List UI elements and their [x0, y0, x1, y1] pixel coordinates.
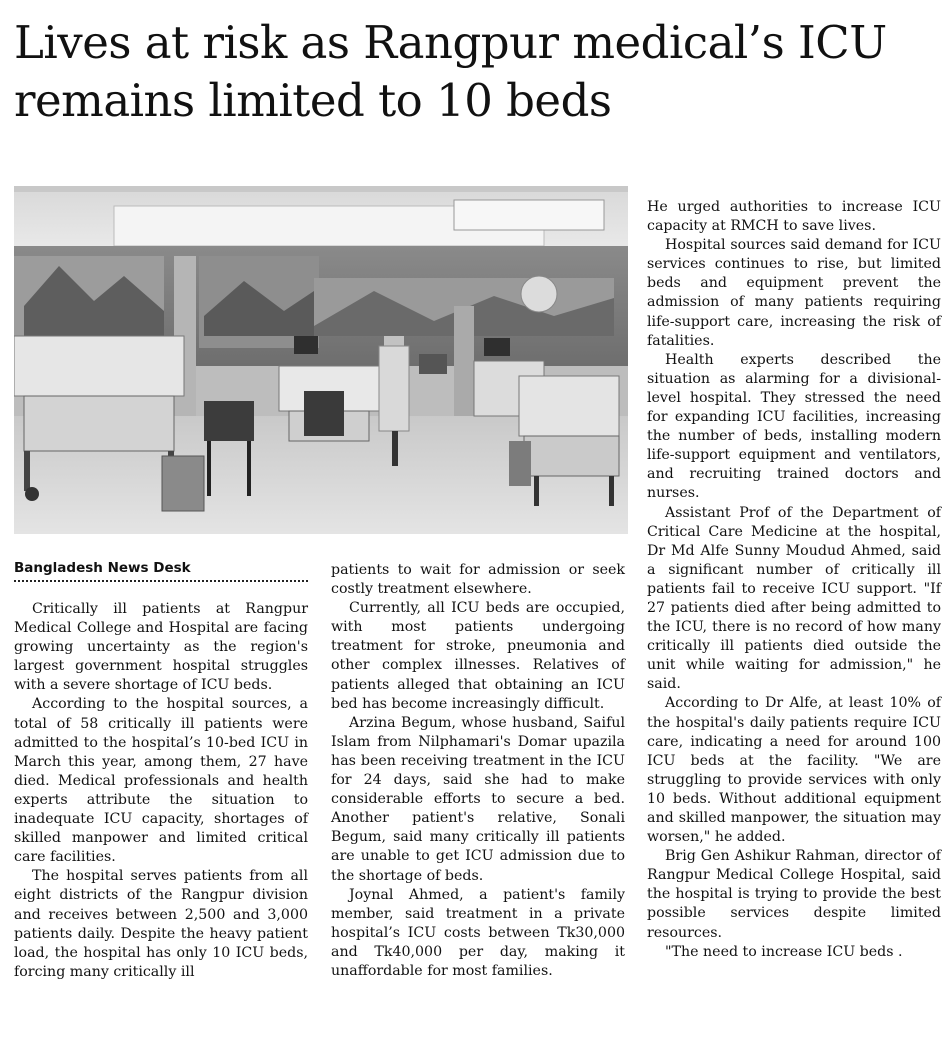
- headline: Lives at risk as Rangpur medical’s ICU remains limited to 10 beds: [14, 16, 887, 127]
- paragraph: "The need to increase ICU beds .: [665, 943, 903, 960]
- paragraph: Joynal Ahmed, a patient's family member, said treatment in a private hospital’s ICU costs between Tk30,000 and Tk40,000 per day, making it unaffordable for most families.: [331, 886, 625, 979]
- paragraph: Health experts described the situation as alarming for a divisional-level hospital. They stressed the need for expanding ICU facilities, increasing the number of beds, installing modern life-support equipment and ventilators, and recruiting trained doctors and nurses.: [647, 351, 941, 502]
- paragraph: patients to wait for admission or seek costly treatment elsewhere.: [331, 562, 625, 598]
- paragraph: Critically ill patients at Rangpur Medical College and Hospital are facing growing uncertainty as the region's largest government hospital struggles with a severe shortage of ICU beds.: [14, 601, 308, 694]
- paragraph: According to the hospital sources, a total of 58 critically ill patients were admitted to the hospital’s 10-bed ICU in March this year, among them, 27 have died. Medical professionals and health experts attribute the situation to inadequate ICU capacity, shortages of skilled manpower and limited critical care facilities.: [14, 696, 308, 866]
- article-column-3: [647, 198, 941, 962]
- paragraph: Hospital sources said demand for ICU services continues to rise, but limited beds and equipment prevent the admission of many patients requiring life-support care, increasing the risk of fatalities.: [647, 237, 941, 349]
- icu-ward-photo: [14, 186, 628, 534]
- article-column-1: [14, 600, 308, 982]
- byline: Bangladesh News Desk: [14, 560, 191, 576]
- icu-ward-illustration: [14, 186, 628, 534]
- paragraph: According to Dr Alfe, at least 10% of the hospital's daily patients require ICU care, indicating a need for around 100 ICU beds at the facility. "We are struggling to provide services with only 10 beds. Without additional equipment and skilled manpower, the situation may worsen," he added.: [647, 695, 941, 846]
- paragraph: The hospital serves patients from all eight districts of the Rangpur division and receives between 2,500 and 3,000 patients daily. Despite the heavy patient load, the hospital has only 10 ICU beds, forcing many critically ill: [14, 868, 308, 980]
- paragraph: Brig Gen Ashikur Rahman, director of Rangpur Medical College Hospital, said the hospital is trying to provide the best possible services despite limited resources.: [647, 848, 941, 941]
- paragraph: Currently, all ICU beds are occupied, with most patients undergoing treatment for stroke, pneumonia and other complex illnesses. Relatives of patients alleged that obtaining an ICU bed has become increasingly difficult.: [331, 600, 625, 712]
- paragraph: He urged authorities to increase ICU capacity at RMCH to save lives.: [647, 199, 941, 235]
- article-column-2: [331, 561, 625, 981]
- paragraph: Arzina Begum, whose husband, Saiful Islam from Nilphamari's Domar upazila has been receiving treatment in the ICU for 24 days, said she had to make considerable efforts to secure a bed. Another patient's relative, Sonali Begum, said many critically ill patients are unable to get ICU admission due to the shortage of beds.: [331, 714, 625, 884]
- paragraph: Assistant Prof of the Department of Critical Care Medicine at the hospital, Dr Md Alfe Sunny Moudud Ahmed, said a significant number of critically ill patients fail to receive ICU support. "If 27 patients died after being admitted to the ICU, there is no record of how many critically ill patients died outside the unit while waiting for admission," he said.: [647, 504, 941, 693]
- byline-divider: [14, 580, 308, 582]
